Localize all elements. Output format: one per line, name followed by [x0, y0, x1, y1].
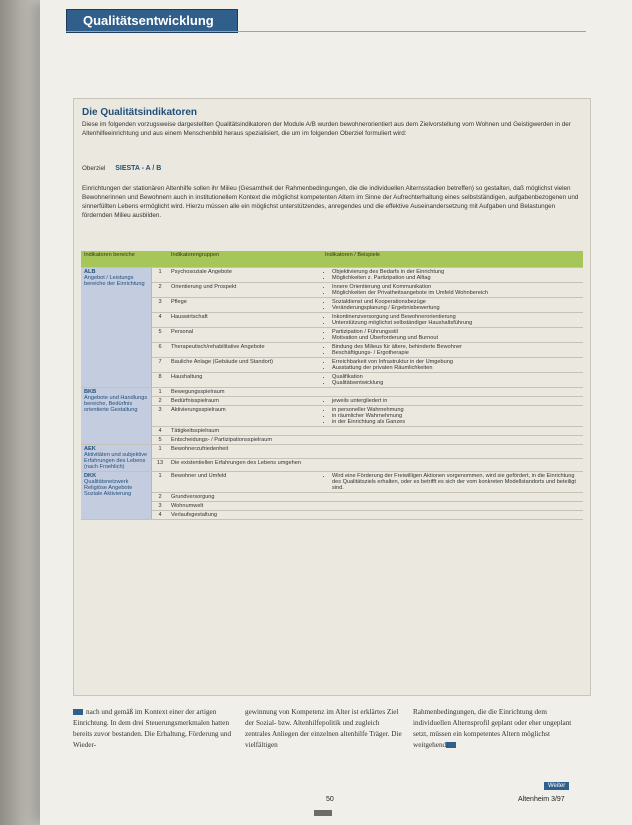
group-cell [81, 268, 152, 388]
table-row [81, 511, 583, 520]
indicator-examples [322, 502, 583, 511]
indicator-group-name: Entscheidungs- / Partizipationsspielraum [168, 436, 322, 445]
col-header: Indikatorengruppen [168, 251, 322, 268]
table-row [81, 373, 583, 388]
indicator-number: 5 [152, 436, 169, 445]
indicator-group-name: Orientierung und Prospekt [168, 283, 322, 298]
indicator-examples [322, 472, 583, 493]
box-intro: Diese im folgenden vorzugsweise dargestellten Qualitätsindikatoren der Module A/B wurden bewohnerorientiert aus dem Zielvorstellung vom Wohnen und Geistigwerden in der Altenhilfeeinrichtung und aus einem Menschenbild heraus spezialisiert, die um im folgenden Oberziel formuliert wird: [82, 121, 571, 137]
group-label: AEK [84, 446, 96, 452]
table-row [81, 493, 583, 502]
group-description: Aktivitäten und subjektive Erfahrungen des Lebens (nach Froehlich) [84, 452, 148, 470]
table-row [81, 472, 583, 493]
page-number: 50 [326, 796, 334, 803]
col-header: Indikatoren / Beispiele [322, 251, 583, 268]
table-row [81, 298, 583, 313]
indicator-group-name: Aktivierungsspielraum [168, 406, 322, 427]
header-divider [66, 31, 586, 32]
indicator-examples [322, 343, 583, 358]
indicator-group-name: Grundversorgung [168, 493, 322, 502]
indicator-number: 8 [152, 373, 169, 388]
group-label: BKB [84, 389, 97, 395]
indicator-group-name: Bedürfnisspielraum [168, 397, 322, 406]
group-cell [81, 472, 152, 520]
indicator-example: • Qualitätsentwicklung [332, 380, 580, 386]
box-paragraph: Einrichtungen der stationären Altenhilfe sollen ihr Milieu (Gesamtheit der Rahmenbedingungen, die die individuellen Alternsstadien betreffen) so gestalten, daß möglichst vielen Bewohnerinnen und Bewohnern auch in institutionellem Kontext die möglichst kompetenten Altern im Sinne der Aufrechterhaltung eines selbstständigen, aufgabenbezogenen und sinnerfüllten Lebens ermöglicht wird. Hierzu müssen alle ein möglichst unterstützendes, anregendes und die effektive Auseinandersetzung mit Aufgaben und Belastungen fördernden Milieu ausbilden. [82, 185, 579, 219]
body-column-2: gewinnung von Kompetenz im Alter ist erklärtes Ziel der Sozial- bzw. Altenhilfepolitik und zugleich zentrales Anliegen der einzelnen altenhilfe Träger. Die vielfältigen [245, 708, 402, 749]
body-column-1 [73, 707, 233, 751]
indicator-examples [322, 493, 583, 502]
table-row [81, 283, 583, 298]
indicator-examples [322, 427, 583, 436]
binding-shadow [0, 0, 44, 825]
oberziel-label: Oberziel [82, 165, 106, 172]
group-cell [81, 445, 152, 472]
indicator-examples [322, 268, 583, 283]
group-description: Angebote und Handlungs bereiche, Bedürfnis orientierte Gestaltung [84, 395, 148, 413]
table-row [81, 268, 583, 283]
indicator-example: • Objektivierung des Bedarfs in der Einrichtung [332, 269, 580, 275]
indicator-number: 7 [152, 358, 169, 373]
indicator-example: • Unterstützung möglichst selbständiger Haushaltsführung [332, 320, 580, 326]
indicator-example: • Partizipation / Führungsstil [332, 329, 580, 335]
indicator-number: 13 [152, 458, 169, 472]
indicator-number: 4 [152, 511, 169, 520]
table-row [81, 458, 583, 472]
body-text-3: Rahmenbedingungen, die die Einrichtung dem individuellen Alternsprofil geplant oder eher ungeplant setzt, müssen ein kompetentes Altern möglichst weitgehend [413, 708, 572, 749]
indicator-number: 1 [152, 445, 169, 459]
indicator-group-name: Hauswirtschaft [168, 313, 322, 328]
table-row [81, 343, 583, 358]
oberziel-value: SIESTA - A / B [115, 165, 162, 172]
indicator-example: • Sozialdienst und Kooperationsbezüge [332, 299, 580, 305]
indicator-group-name: Verlaufsgestaltung [168, 511, 322, 520]
indicator-number: 6 [152, 343, 169, 358]
indicator-group-name: Wohnumwelt [168, 502, 322, 511]
oberziel-line [82, 165, 161, 172]
continuation-marker-icon [73, 709, 83, 715]
table-row [81, 427, 583, 436]
indicator-examples [322, 373, 583, 388]
indicator-number: 2 [152, 283, 169, 298]
table-row [81, 313, 583, 328]
section-header [66, 9, 238, 33]
indicator-number: 3 [152, 406, 169, 427]
indicator-number: 5 [152, 328, 169, 343]
indicator-number: 4 [152, 313, 169, 328]
indicator-group-name: Die existentiellen Erfahrungen des Lebens umgehen [168, 458, 322, 472]
group-label: ALB [84, 269, 96, 275]
indicator-example: • Inkontinenzversorgung und Bewohnerorientierung [332, 314, 580, 320]
indicator-examples [322, 445, 583, 459]
indicator-example: • Wird eine Förderung der Freiwilligen Aktionen vorgenommen, wird sie gefördert, in die Einrichtung des Qualitätsziels erhalten, oder es betrifft es sich der vom konkreten Modellstandorts und beteiligt sind. [332, 473, 580, 491]
indicator-number: 4 [152, 427, 169, 436]
indicator-group-name: Psychosoziale Angebote [168, 268, 322, 283]
table-row [81, 406, 583, 427]
indicator-example: • Motivation und Überforderung und Burnout [332, 335, 580, 341]
indicator-examples [322, 298, 583, 313]
indicator-number: 3 [152, 298, 169, 313]
table-row [81, 397, 583, 406]
indicator-example: • Beschäftigungs- / Ergotherapie [332, 350, 580, 356]
indicator-number: 3 [152, 502, 169, 511]
section-title: Qualitätsentwicklung [83, 13, 214, 28]
table-row [81, 445, 583, 459]
table-row [81, 436, 583, 445]
group-cell [81, 388, 152, 445]
indicator-number: 1 [152, 472, 169, 493]
body-column-3 [413, 707, 583, 751]
indicator-examples [322, 283, 583, 298]
indicator-example: • Veränderungsplanung / Ergebnisbewertung [332, 305, 580, 311]
table-row [81, 328, 583, 343]
indicator-number: 1 [152, 268, 169, 283]
table-row [81, 388, 583, 397]
indicator-examples [322, 511, 583, 520]
indicator-examples [322, 313, 583, 328]
indicator-number: 1 [152, 388, 169, 397]
col-header: Indikatoren bereiche [81, 251, 152, 268]
indicator-examples [322, 406, 583, 427]
table-header-row [81, 251, 583, 268]
table-row [81, 502, 583, 511]
indicator-group-name: Tätigkeitsspielraum [168, 427, 322, 436]
indicator-group-name: Therapeutisch/rehabilitative Angebote [168, 343, 322, 358]
indicator-example: • in personeller Wahrnehmung [332, 407, 580, 413]
indicator-example: • Ausstattung der privaten Räumlichkeiten [332, 365, 580, 371]
group-label: DKK [84, 473, 97, 479]
continuation-marker-icon [446, 742, 456, 748]
indicator-group-name: Bewegungsspielraum [168, 388, 322, 397]
indicator-example: • in der Einrichtung als Ganzes [332, 419, 580, 425]
indicator-examples [322, 388, 583, 397]
indicator-example: • Bindung des Milieus für ältere, behinderte Bewohner [332, 344, 580, 350]
indicator-group-name: Bewohnerzufriedenheit [168, 445, 322, 459]
group-description: Angebot / Leistungs bereiche der Einrichtung [84, 275, 145, 287]
indicator-example: • Möglichkeiten z. Partizipation und Alltag [332, 275, 580, 281]
color-bar-mark [314, 810, 332, 816]
indicator-examples [322, 397, 583, 406]
indicator-group-name: Bauliche Anlage (Gebäude und Standort) [168, 358, 322, 373]
indicator-examples [322, 436, 583, 445]
indicator-group-name: Bewohner und Umfeld [168, 472, 322, 493]
group-description: Qualitätsnetzwerk Religiöse Angebote Soziale Aktivierung [84, 479, 133, 497]
indicator-example: • Innere Orientierung und Kommunikation [332, 284, 580, 290]
indicator-example: • Möglichkeiten der Privatheitsangebote im Umfeld Wohnbereich [332, 290, 580, 296]
indicator-examples [322, 358, 583, 373]
indicator-example: • in räumlicher Wahrnehmung [332, 413, 580, 419]
indicator-group-name: Personal [168, 328, 322, 343]
table-row [81, 358, 583, 373]
indicator-examples [322, 328, 583, 343]
body-text-1: nach und gemäß im Kontext einer der artigen Einrichtung. In dem drei Steuerungsmerkmalen hatten bereits zuvor bestanden. Die Erhaltung, Förderung und Wieder- [73, 708, 232, 749]
indicator-table [81, 251, 583, 520]
indicator-example: • Qualifikation [332, 374, 580, 380]
publication-name: Altenheim 3/97 [518, 796, 565, 803]
indicator-example: • jeweils untergliedert in [332, 398, 580, 404]
next-label: Weiter [544, 782, 569, 790]
indicator-number: 2 [152, 397, 169, 406]
indicator-examples [322, 458, 583, 472]
box-title: Die Qualitätsindikatoren [82, 107, 198, 118]
indicator-number: 2 [152, 493, 169, 502]
indicator-group-name: Haushaltung [168, 373, 322, 388]
col-header [152, 251, 169, 268]
indicator-example: • Erreichbarkeit von Infrastruktur in der Umgebung [332, 359, 580, 365]
indicator-group-name: Pflege [168, 298, 322, 313]
